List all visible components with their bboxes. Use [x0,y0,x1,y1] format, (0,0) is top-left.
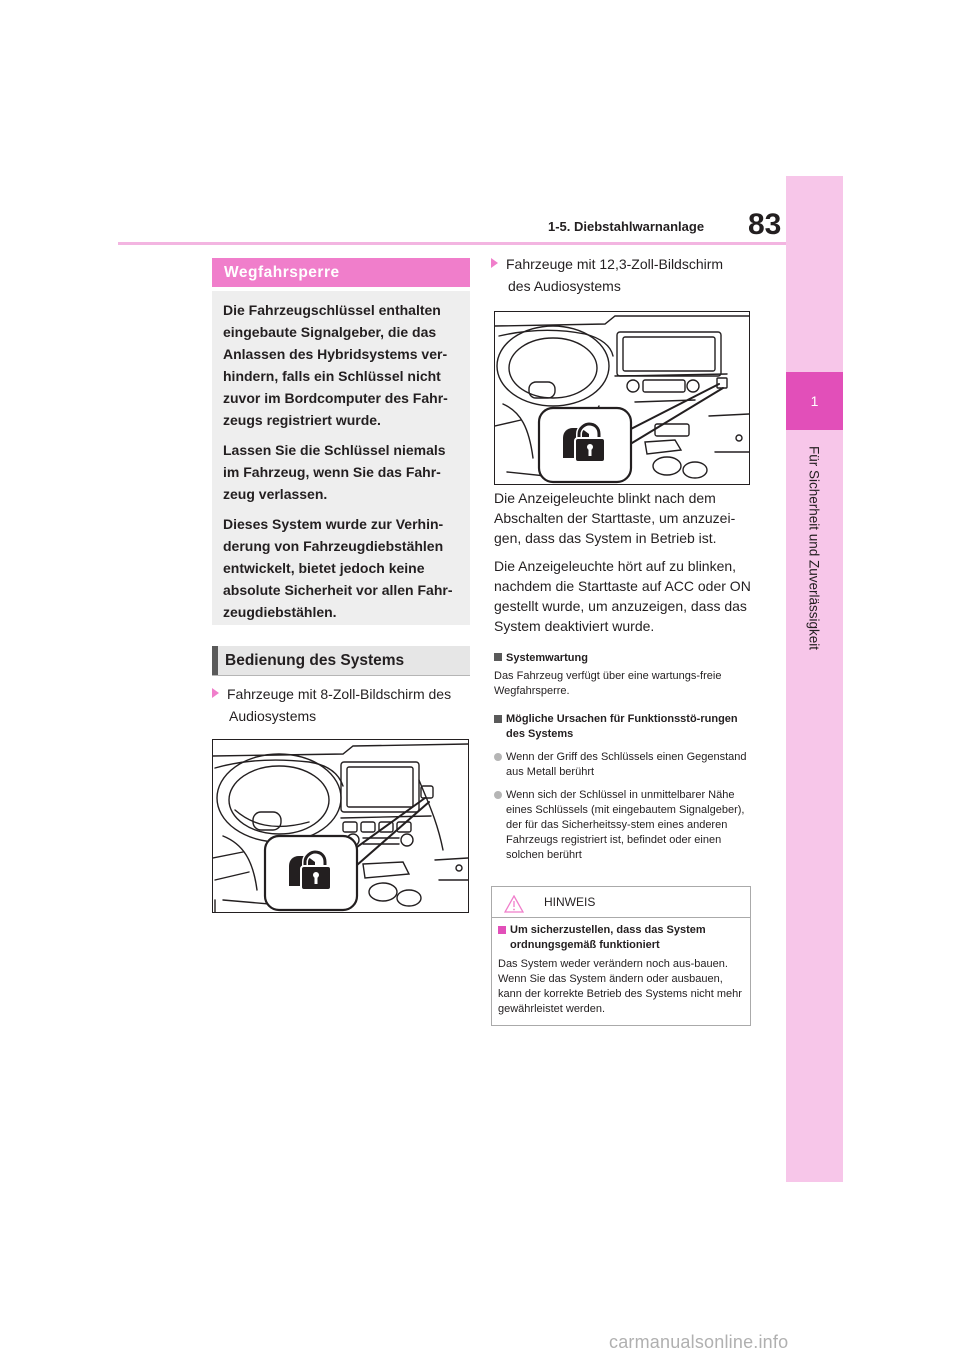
immobilizer-paragraph-2: Lassen Sie die Schlüssel niemals im Fahrzeug, wenn Sie das Fahr-zeug verlassen. [223,442,446,502]
bullet-12inch [491,253,753,297]
notice-title-bar [492,887,750,918]
dashboard-8inch-drawing [213,740,468,912]
bullet-8inch-line-2: Audiosystems [229,708,317,724]
immobilizer-heading [212,258,470,287]
bullet-12inch-line-1 [491,253,753,275]
notice-text: Das System weder verändern noch aus-bauen. Wenn Sie das System ändern oder ausbauen, kann der korrekte Betrieb des Systems nicht mehr gewährleistet werden. [498,958,742,1015]
operation-heading-rule [212,675,470,676]
indicator-blinks-paragraph: Die Anzeigeleuchte blinkt nach dem Abschalten der Starttaste, um anzuzei-gen, dass das System in Betrieb ist. [494,490,736,546]
dashboard-8inch-illustration [212,739,469,913]
maintenance-text: Das Fahrzeug verfügt über eine wartungs-freie Wegfahrsperre. [494,670,722,697]
immobilizer-heading-text: Wegfahrsperre [224,263,340,281]
bullet-12inch-line-2: des Audiosystems [508,278,621,294]
malfunction-item [494,750,748,780]
malfunction-item-text: Wenn sich der Schlüssel in unmittelbarer Nähe eines Schlüssels (mit eingebautem Signalgeber), der für das Sicherheitssy-stem eines anderen Fahrzeugs registriert ist, befindet oder einen solchen berührt [506,789,745,861]
footer-watermark[interactable]: carmanualsonline.info [609,1332,789,1352]
operation-heading [212,646,470,675]
bullet-8inch [212,683,474,727]
notice-label: HINWEIS [544,895,596,909]
chapter-side-tab [786,176,843,1182]
malfunction-item [494,788,748,863]
square-bullet-icon [498,926,506,934]
circle-bullet-icon [494,753,502,761]
dashboard-12inch-illustration [494,311,750,485]
maintenance-section [494,651,750,699]
bullet-8inch-line-1 [212,683,474,705]
dashboard-12inch-drawing [495,312,749,484]
triangle-bullet-icon [491,258,498,268]
malfunction-title [494,712,748,742]
notice-title [498,923,746,953]
immobilizer-info-box [212,291,470,625]
indicator-description [494,488,756,644]
malfunction-item-text: Wenn der Griff des Schlüssels einen Gegenstand aus Metall berührt [506,751,747,778]
maintenance-title [494,651,750,666]
section-title: 1-5. Diebstahlwarnanlage [548,219,705,234]
page-number: 83 [748,208,782,241]
notice-box [491,886,751,1026]
bullet-12inch-text-1: Fahrzeuge mit 12,3-Zoll-Bildschirm [506,256,724,272]
warning-triangle-icon [504,895,524,913]
chapter-title-vertical: Für Sicherheit und Zuverlässigkeit [806,445,822,651]
malfunction-title-text: Mögliche Ursachen für Funktionsstö-rungen des Systems [506,713,738,740]
operation-heading-text: Bedienung des Systems [225,651,405,669]
maintenance-title-text: Systemwartung [506,652,588,664]
circle-bullet-icon [494,791,502,799]
indicator-stops-paragraph: Die Anzeigeleuchte hört auf zu blinken, nachdem die Starttaste auf ACC oder ON gestellt wurde, um anzuzeigen, dass das System deaktiviert wurde. [494,558,751,634]
immobilizer-paragraph-1: Die Fahrzeugschlüssel enthalten eingebaute Signalgeber, die das Anlassen des Hybridsystems ver-hindern, falls ein Schlüssel nicht zuvor im Bordcomputer des Fahr-zeugs registriert wurde. [223,302,448,428]
notice-title-text: Um sicherzustellen, dass das System ordnungsgemäß funktioniert [510,924,706,951]
malfunction-section [494,712,748,863]
notice-content [498,923,746,1017]
header-divider [118,242,786,245]
bullet-8inch-text-1: Fahrzeuge mit 8-Zoll-Bildschirm des [227,686,452,702]
triangle-bullet-icon [212,688,219,698]
immobilizer-paragraph-3: Dieses System wurde zur Verhin-derung von Fahrzeugdiebstählen entwickelt, bietet jedoch keine absolute Sicherheit vor allen Fahr-zeugdiebstählen. [223,516,453,620]
square-bullet-icon [494,653,502,661]
square-bullet-icon [494,715,502,723]
chapter-number-tab[interactable]: 1 [786,372,843,430]
